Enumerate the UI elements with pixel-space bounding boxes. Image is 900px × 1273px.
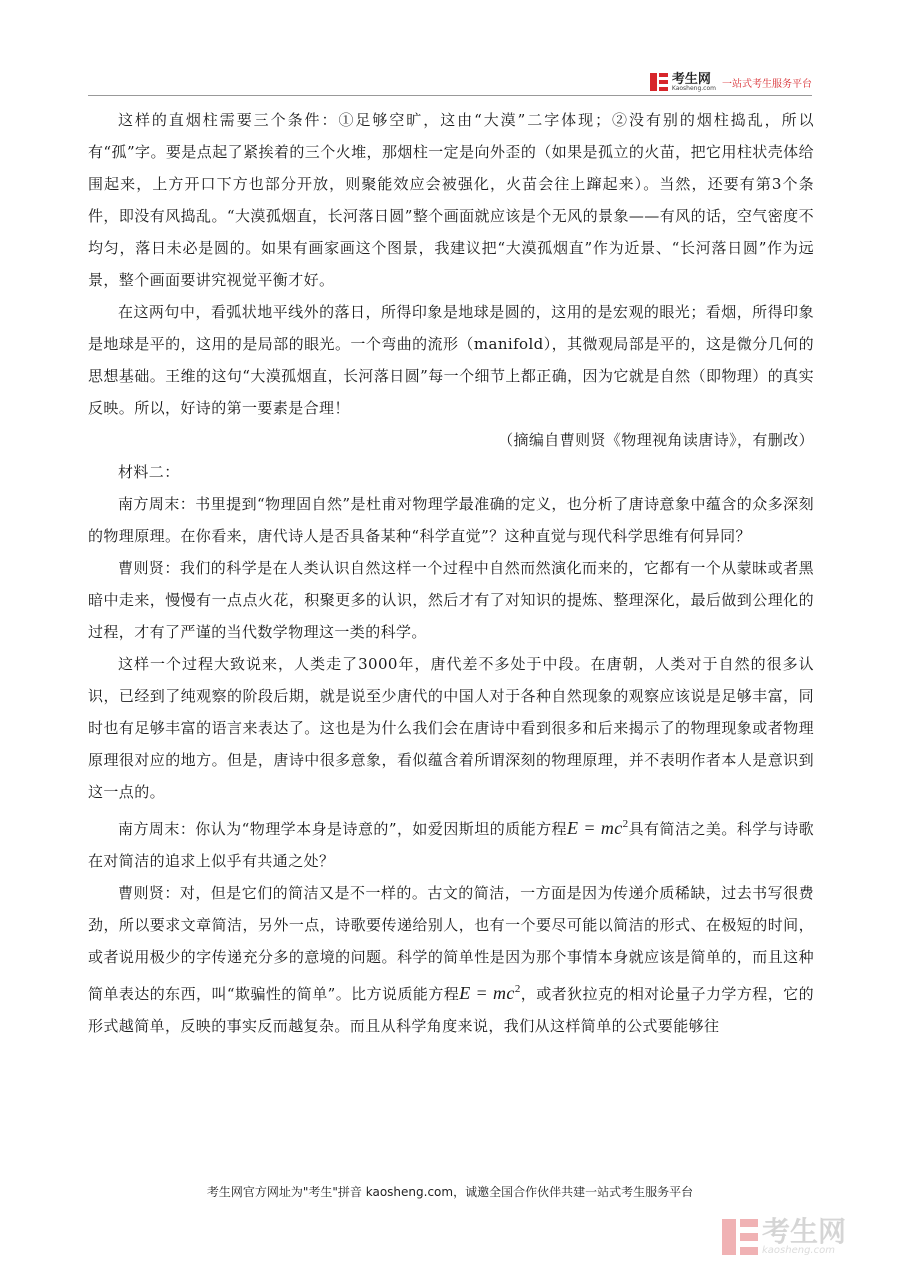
paragraph: 曹则贤：我们的科学是在人类认识自然这样一个过程中自然而然演化而来的，它都有一个从蒙昧或者黑暗中走来，慢慢有一点点火花，积聚更多的认识，然后才有了对知识的提炼、整理深化，最后做到公理化的过程，才有了严谨的当代数学物理这一类的科学。 <box>88 559 814 641</box>
header-tagline: 一站式考生服务平台 <box>722 78 812 90</box>
text-segment: ，或者狄拉克的相对论量子力学方程，它的形式越简单，反映的事实反而越复杂。而且从科学角度来说，我们从这样简单的公式要能够往 <box>88 985 815 1035</box>
text-segment: 曹则贤：对，但是它们的简洁又是不一样的。古文的简洁，一方面是因为传递介质稀缺，过去书写很费劲，所以要求文章简洁，另外一点，诗歌要传递给别人，也有一个要尽可能以简洁的形式、在极短的时间，或者说用极少的字传递充分多的意境的问题。科学的简单性是因为那个事情本身就应该是简单的，而且这种简单表达的东西，叫“欺骗性的简单”。比方说质能方程 <box>88 884 814 1003</box>
formula-exponent: 2 <box>622 818 629 830</box>
logo-mark-icon <box>650 73 668 91</box>
watermark-domain: kaosheng.com <box>762 1245 835 1256</box>
watermark-name: 考生网 <box>762 1215 847 1248</box>
paragraph: 这样一个过程大致说来，人类走了3000年，唐代差不多处于中段。在唐朝，人类对于自然的很多认识，已经到了纯观察的阶段后期，就是说至少唐代的中国人对于各种自然现象的观察应该说是足够丰富，同时也有足够丰富的语言来表达了。这也是为什么我们会在唐诗中看到很多和后来揭示了的物理现象或者物理原理很对应的地方。但是，唐诗中很多意象，看似蕴含着所谓深刻的物理原理，并不表明作者本人是意识到这一点的。 <box>88 655 814 801</box>
formula-body: E = mc <box>566 818 623 838</box>
logo-name: 考生网 <box>671 71 711 87</box>
header-divider <box>88 95 812 96</box>
paragraph-question <box>88 808 814 877</box>
paragraph: 在这两句中，看弧状地平线外的落日，所得印象是地球是圆的，这用的是宏观的眼光；看烟，所得印象是地球是平的，这用的是局部的眼光。一个弯曲的流形（manifold），其微观局部是平的，这是微分几何的思想基础。王维的这句“大漠孤烟直，长河落日圆”每一个细节上都正确，因为它就是自然（即物理）的真实反映。所以，好诗的第一要素是合理！ <box>88 303 814 417</box>
paragraph-answer <box>88 877 814 1042</box>
formula <box>459 983 521 1003</box>
site-logo[interactable] <box>650 73 716 92</box>
logo-domain: Kaosheng.com <box>671 84 716 92</box>
paragraph: 这样的直烟柱需要三个条件：①足够空旷，这由“大漠”二字体现；②没有别的烟柱捣乱，所以有“孤”字。要是点起了紧挨着的三个火堆，那烟柱一定是向外歪的（如果是孤立的火苗，把它用柱状壳体给围起来，上方开口下方也部分开放，则聚能效应会被强化，火苗会往上蹿起来）。当然，还要有第3个条件，即没有风捣乱。“大漠孤烟直，长河落日圆”整个画面就应该是个无风的景象——有风的话，空气密度不均匀，落日未必是圆的。如果有画家画这个图景，我建议把“大漠孤烟直”作为近景、“长河落日圆”作为远景，整个画面要讲究视觉平衡才好。 <box>88 111 814 289</box>
material-label: 材料二： <box>118 463 180 481</box>
text-segment: 具有简洁之美。科学与诗歌在对简洁的追求上似乎有共通之处？ <box>88 820 814 870</box>
page-header <box>650 70 812 94</box>
watermark-logo <box>722 1215 847 1256</box>
document-body <box>88 104 814 1042</box>
text-segment: 南方周末：你认为“物理学本身是诗意的”，如爱因斯坦的质能方程 <box>118 820 567 838</box>
formula-body: E = mc <box>459 983 515 1003</box>
watermark-mark-icon <box>722 1219 758 1255</box>
source-note: （摘编自曹则贤《物理视角读唐诗》，有删改） <box>498 431 814 449</box>
paragraph: 南方周末：书里提到“物理固自然”是杜甫对物理学最准确的定义，也分析了唐诗意象中蕴含的众多深刻的物理原理。在你看来，唐代诗人是否具备某种“科学直觉”？这种直觉与现代科学思维有何异同？ <box>88 495 814 545</box>
page-footer: 考生网官方网址为"考生"拼音 kaosheng.com，诚邀全国合作伙伴共建一站式考生服务平台 <box>206 1185 694 1199</box>
formula-exponent: 2 <box>514 983 521 995</box>
formula <box>567 818 629 838</box>
